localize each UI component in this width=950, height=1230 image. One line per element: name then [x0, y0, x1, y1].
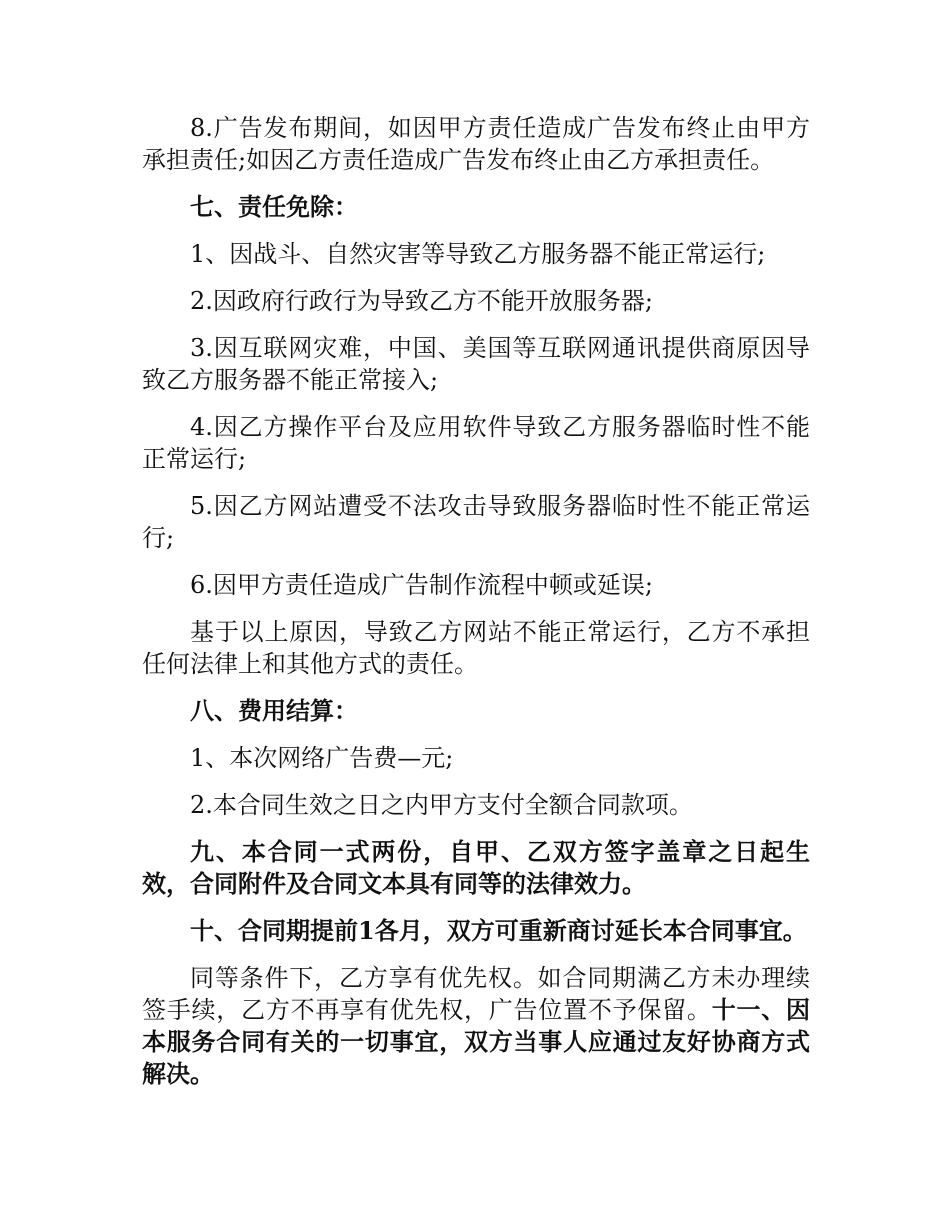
- document-body: [142, 112, 810, 1105]
- section-10-continuation: [142, 962, 810, 1090]
- section-10-paragraph: 十、合同期提前1各月，双方可重新商讨延长本合同事宜。: [190, 916, 807, 945]
- exemption-item-3: 3.因互联网灾难，中国、美国等互联网通讯提供商原因导致乙方服务器不能正常接入;: [142, 334, 810, 394]
- section-9-paragraph: 九、本合同一式两份，自甲、乙双方签字盖章之日起生效，合同附件及合同文本具有同等的法律效力。: [142, 837, 810, 898]
- exemption-item-6: 6.因甲方责任造成广告制作流程中顿或延误;: [190, 571, 653, 599]
- section-8-heading: 八、费用结算：: [190, 696, 358, 725]
- priority-right-text: 同等条件下，乙方享有优先权。如合同期满乙方未办理续签手续，乙方不再享有优先权，广告位置不予保留。: [142, 964, 810, 1024]
- section-7-heading: 七、责任免除：: [190, 192, 358, 221]
- exemption-item-1: 1、因战斗、自然灾害等导致乙方服务器不能正常运行;: [190, 240, 766, 268]
- exemption-item-2: 2.因政府行政行为导致乙方不能开放服务器;: [190, 287, 653, 315]
- exemption-summary: 基于以上原因，导致乙方网站不能正常运行，乙方不承担任何法律上和其他方式的责任。: [142, 618, 810, 678]
- fee-item-2: 2.本合同生效之日之内甲方支付全额合同款项。: [190, 791, 693, 819]
- section-11-text: 十一、因本服务合同有关的一切事宜，双方当事人应通过友好协商方式解决。: [142, 995, 811, 1088]
- exemption-item-5: 5.因乙方网站遭受不法攻击导致服务器临时性不能正常运行;: [142, 492, 810, 552]
- clause-8-paragraph: 8.广告发布期间，如因甲方责任造成广告发布终止由甲方承担责任;如因乙方责任造成广告发布终止由乙方承担责任。: [142, 114, 810, 174]
- fee-item-1: 1、本次网络广告费—元;: [190, 744, 454, 772]
- exemption-item-4: 4.因乙方操作平台及应用软件导致乙方服务器临时性不能正常运行;: [142, 413, 810, 473]
